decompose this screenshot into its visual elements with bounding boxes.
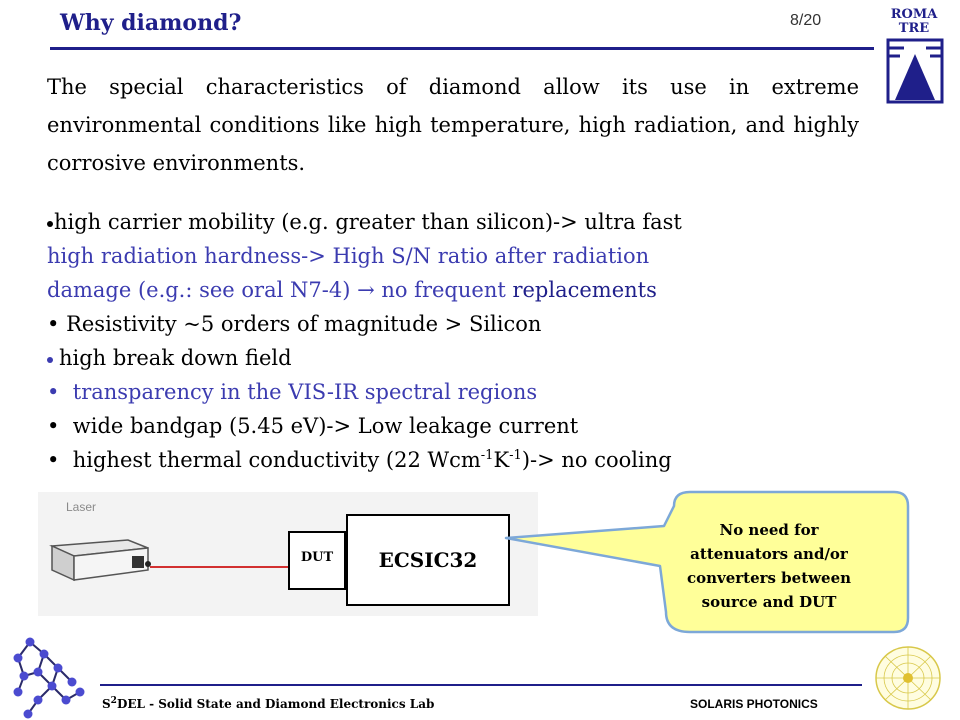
roma-tre-emblem-icon [886, 38, 944, 104]
bullet-text: high carrier mobility (e.g. greater than silicon)-> ultra fast [54, 210, 682, 234]
callout-line: converters between [686, 569, 852, 587]
bullet-item-transparency [47, 375, 867, 409]
bullet-item-bandgap [47, 409, 867, 443]
bullet-item-breakdown [47, 341, 867, 375]
bullet-glyph: • [47, 414, 73, 438]
footer-text: S [102, 697, 111, 711]
bullet-text: high break down field [59, 346, 292, 370]
bullet-dot [47, 221, 53, 227]
laser-device-icon [44, 536, 156, 584]
bullet-dot [47, 357, 53, 363]
bullet-list [47, 205, 867, 477]
bottom-divider [100, 684, 862, 686]
ecsic-label: ECSIC32 [378, 548, 478, 572]
laser-beam [150, 566, 290, 568]
bullet-item-radiation-1: high radiation hardness-> High S/N ratio after radiation [47, 244, 650, 268]
intro-paragraph: The special characteristics of diamond allow its use in extreme environmental conditions like high temperature, high radiation, and highly corrosive environments. [47, 75, 859, 175]
bullet-text: highest thermal conductivity (22 Wcm [72, 448, 481, 472]
top-divider [50, 47, 874, 50]
bullet-item-radiation-2 [47, 273, 867, 307]
bullet-text-emphasis: replacements [512, 278, 657, 302]
callout-line: No need for [719, 521, 819, 539]
bullet-text: K [493, 448, 510, 472]
callout-text [658, 518, 880, 614]
callout-line: source and DUT [701, 593, 837, 611]
roma-tre-logo [878, 6, 950, 106]
bullet-glyph: • [47, 448, 73, 472]
footer-superscript: 2 [110, 696, 117, 706]
bullet-glyph: • [47, 312, 67, 336]
bullet-item-thermal [47, 443, 867, 477]
bullet-text: damage (e.g.: see oral N7-4) → no frequent [47, 278, 513, 302]
superscript: -1 [480, 448, 494, 463]
slide-number: 8/20 [790, 12, 822, 29]
bullet-text: )-> no cooling [521, 448, 672, 472]
callout-line: attenuators and/or [690, 545, 848, 563]
footer-text: DEL - Solid State and Diamond Electronics Lab [116, 697, 435, 711]
bullet-item-mobility [47, 205, 867, 239]
laser-label: Laser [66, 500, 97, 514]
dut-label: DUT [300, 550, 334, 565]
footer-lab-name [102, 697, 434, 711]
bullet-text: transparency in the VIS-IR spectral regions [72, 380, 538, 404]
superscript: -1 [509, 448, 522, 463]
s2del-molecule-logo-icon [8, 630, 98, 720]
solaris-photonics-logo-icon [872, 644, 944, 712]
bullet-item-resistivity [47, 307, 867, 341]
logo-text-tre: TRE [898, 21, 930, 36]
bullet-text: Resistivity ~5 orders of magnitude > Silicon [66, 312, 542, 336]
bullet-glyph: • [47, 380, 73, 404]
logo-text-roma: ROMA [890, 7, 938, 22]
slide-title: Why diamond? [60, 10, 242, 36]
footer-company-name: SOLARIS PHOTONICS [690, 697, 818, 711]
bullet-text: wide bandgap (5.45 eV)-> Low leakage current [72, 414, 579, 438]
